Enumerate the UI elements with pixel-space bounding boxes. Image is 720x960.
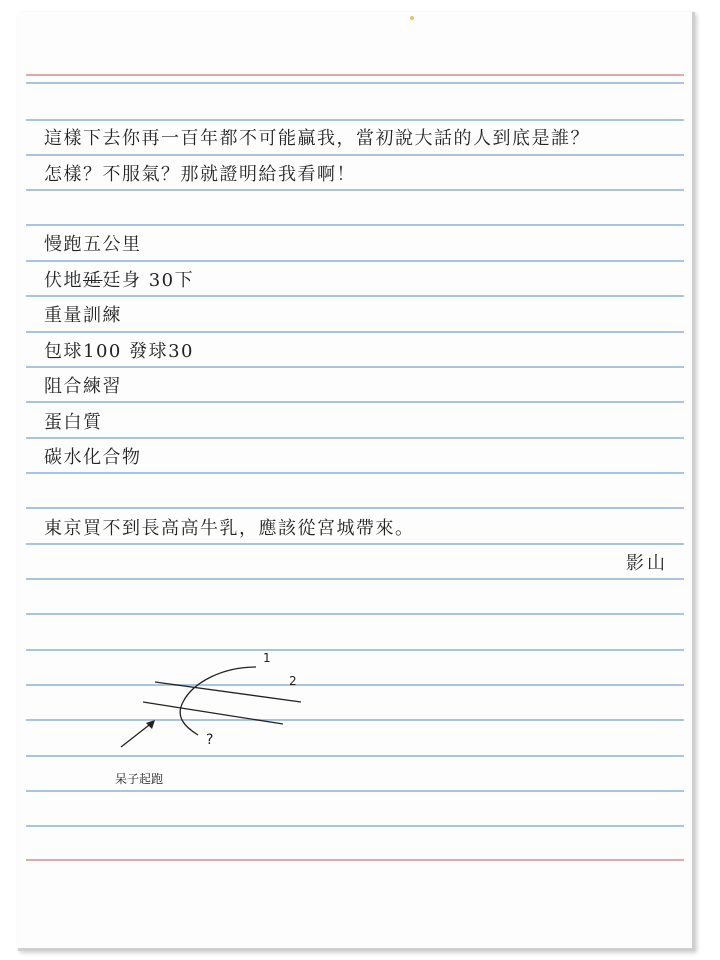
ruled-line <box>26 154 684 156</box>
ruled-line <box>26 401 684 403</box>
bottom-red-rule <box>26 859 684 861</box>
ruled-line <box>26 613 684 615</box>
ruled-line <box>26 224 684 226</box>
curved-route-line <box>180 667 256 735</box>
ruled-line <box>26 260 684 262</box>
signature: 影山 <box>626 553 668 574</box>
ruled-line <box>26 295 684 297</box>
ruled-line <box>26 578 684 580</box>
notebook-page <box>18 12 695 951</box>
list-item-receive-serve: 包球100 發球30 <box>44 341 194 362</box>
note-line-3: 東京買不到長高高牛乳，應該從宮城帶來。 <box>44 518 415 539</box>
diagram-label-1: 1 <box>263 651 271 665</box>
list-item-protein: 蛋白質 <box>44 412 103 433</box>
ruled-line <box>26 189 684 191</box>
lower-diagonal-line <box>143 702 283 724</box>
diagram-caption: 呆子起跑 <box>115 772 164 786</box>
ink-speck <box>410 16 414 20</box>
ruled-line <box>26 119 684 121</box>
note-line-2: 怎樣？不服氣？那就證明給我看啊！ <box>44 164 356 185</box>
list-item-carbs: 碳水化合物 <box>44 447 142 468</box>
upper-diagonal-line <box>155 682 301 702</box>
list-item-weights: 重量訓練 <box>44 305 122 326</box>
arrow-head-icon <box>146 720 155 729</box>
ruled-line <box>26 543 684 545</box>
ruled-line <box>26 507 684 509</box>
ruled-line <box>26 331 684 333</box>
struck-character: 延 <box>83 270 103 291</box>
list-item-pushups-suffix: 廷身 30下 <box>102 270 195 291</box>
diagram-label-question: ? <box>206 732 214 748</box>
ruled-line <box>26 825 684 827</box>
top-red-rule <box>26 74 684 76</box>
list-item-combo-practice: 阻合練習 <box>44 376 122 397</box>
ruled-line <box>26 366 684 368</box>
list-item-pushups-prefix: 伏地 <box>44 270 83 291</box>
ruled-line <box>26 82 684 84</box>
ruled-line <box>26 472 684 474</box>
note-line-1: 這樣下去你再一百年都不可能贏我，當初說大話的人到底是誰？ <box>44 128 590 149</box>
diagram-label-2: 2 <box>289 674 297 688</box>
play-diagram <box>113 647 373 797</box>
ruled-line <box>26 437 684 439</box>
arrow-shaft <box>121 722 153 747</box>
list-item-pushups <box>44 266 194 292</box>
list-item-jogging: 慢跑五公里 <box>44 234 142 255</box>
